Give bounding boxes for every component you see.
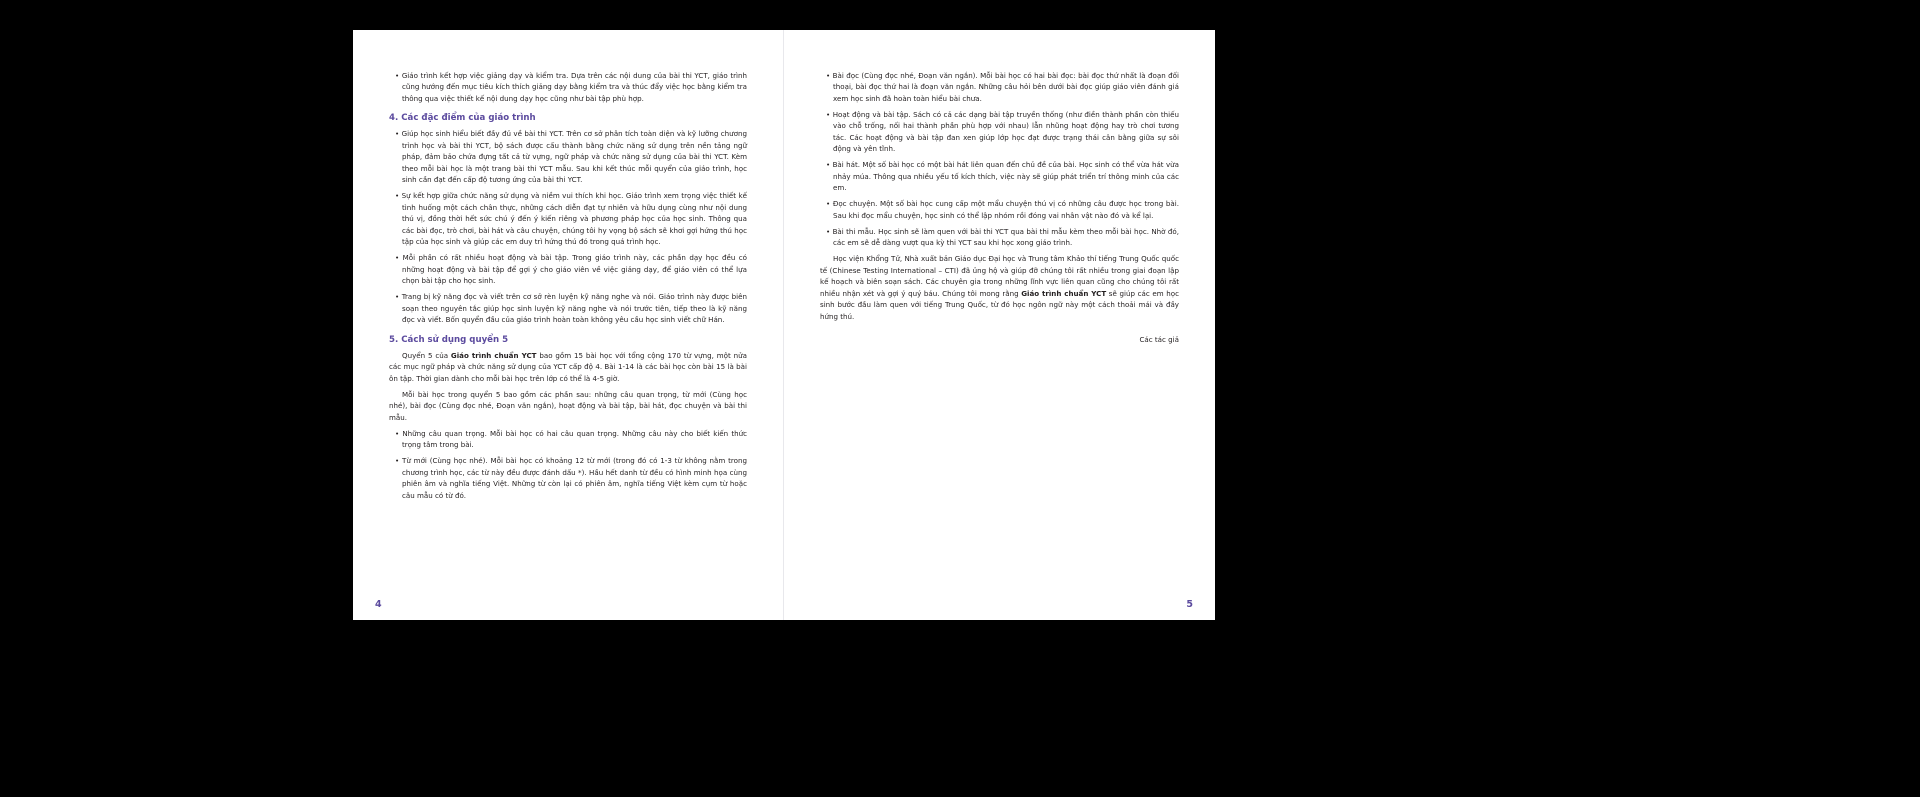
bullet-paragraph: • Những câu quan trọng. Mỗi bài học có hai câu quan trọng. Những câu này cho biết kiến thức trọng tâm trong bài.: [389, 428, 747, 451]
paragraph: [820, 253, 1179, 322]
emphasis-text: Giáo trình chuẩn YCT: [1021, 288, 1107, 298]
paragraph-text: Học viện Khổng Tử, Nhà xuất bản Giáo dục Đại học và Trung tâm Khảo thí tiếng Trung Quốc quốc tế (Chinese Testing International – CTI) đã ủng hộ và giúp đỡ chúng tôi rất nhiều trong giai đoạn lập kế hoạch và biên soạn sách. Các chuyên gia trong những lĩnh vực liên quan cũng cho chúng tôi rất nhiều nhận xét và gợi ý quý báu. Chúng tôi mong rằng: [820, 254, 1179, 298]
bullet-paragraph: • Đọc chuyện. Một số bài học cung cấp một mẩu chuyện thú vị có những câu được học trong bài. Sau khi đọc mẩu chuyện, học sinh có thể lập nhóm rồi đóng vai nhân vật nào đó và kể lại.: [820, 198, 1179, 221]
bullet-paragraph: • Mỗi phần có rất nhiều hoạt động và bài tập. Trong giáo trình này, các phần dạy học đều có những hoạt động và bài tập để gợi ý cho giáo viên về việc giảng dạy, để giáo viên có thể lựa chọn bài tập cho học sinh.: [389, 252, 747, 286]
section-heading-text: Các đặc điểm của giáo trình: [398, 113, 536, 124]
page-number-left: 4: [375, 599, 382, 610]
right-page-content: [820, 70, 1179, 346]
page-left: [353, 30, 784, 620]
bullet-paragraph: • Sự kết hợp giữa chức năng sử dụng và niềm vui thích khi học. Giáo trình xem trọng việc thiết kế tình huống một cách chân thực, những cách diễn đạt tự nhiên và hữu dụng cùng như nội dung thú vị, đồng thời hết sức chú ý đến ý kiến riêng và phương pháp học của học sinh. Thông qua các bài đọc, trò chơi, bài hát và câu chuyện, chúng tôi hy vọng bộ sách sẽ khơi gợi hứng thú học tập của học sinh và giúp các em duy trì hứng thú đó trong quá trình học.: [389, 190, 747, 247]
bullet-paragraph: • Bài thi mẫu. Học sinh sẽ làm quen với bài thi YCT qua bài thi mẫu kèm theo mỗi bài học. Nhờ đó, các em sẽ dễ dàng vượt qua kỳ thi YCT sau khi học xong giáo trình.: [820, 226, 1179, 249]
emphasis-text: Giáo trình chuẩn YCT: [450, 350, 537, 360]
page-right: [784, 30, 1215, 620]
left-page-content: [389, 70, 747, 501]
paragraph: [389, 350, 747, 384]
bullet-paragraph: • Giúp học sinh hiểu biết đầy đủ về bài thi YCT. Trên cơ sở phân tích toàn diện và kỹ lưỡng chương trình học và bài thi YCT, bộ sách được cấu thành bằng chức năng sử dụng trên nền tảng ngữ pháp, đảm bảo chứa đựng tất cả từ vựng, ngữ pháp và chức năng sử dụng của bài thi YCT. Kèm theo mỗi bài học là một trang bài thi YCT mẫu. Sau khi kết thúc mỗi quyển của giáo trình, học sinh cần đạt đến cấp độ tương ứng của bài thi YCT.: [389, 128, 747, 185]
signature-line: Các tác giả: [1139, 335, 1179, 345]
paragraph-text: sẽ giúp các em học sinh bước đầu làm quen với tiếng Trung Quốc, từ đó học ngôn ngữ này một cách thoải mái và đầy hứng thú.: [820, 288, 1179, 321]
bullet-paragraph: • Trang bị kỹ năng đọc và viết trên cơ sở rèn luyện kỹ năng nghe và nói. Giáo trình này được biên soạn theo nguyên tắc giúp học sinh luyện kỹ năng nghe và nói trước tiên, tiếp theo là kỹ năng đọc và viết. Bốn quyển đầu của giáo trình hoàn toàn không yêu cầu học sinh viết chữ Hán.: [389, 291, 747, 325]
paragraph-text: Quyển 5 của: [402, 350, 451, 360]
section-number: 4.: [389, 113, 399, 124]
section-heading-text: Cách sử dụng quyển 5: [398, 334, 509, 345]
page-number-right: 5: [1186, 599, 1193, 610]
paragraph: Mỗi bài học trong quyển 5 bao gồm các phần sau: những câu quan trọng, từ mới (Cùng học nhé), bài đọc (Cùng đọc nhé, Đoạn văn ngắn), hoạt động và bài tập, bài hát, đọc chuyện và bài thi mẫu.: [389, 389, 747, 422]
page-spread: [353, 30, 1215, 620]
section-number: 5.: [389, 334, 399, 345]
section-heading: [389, 112, 747, 124]
bullet-paragraph: • Giáo trình kết hợp việc giảng dạy và kiểm tra. Dựa trên các nội dung của bài thi YCT, giáo trình cũng hướng đến mục tiêu kích thích giảng dạy bằng kiểm tra và thúc đẩy việc học bằng kiểm tra thông qua việc thiết kế nội dung dạy học cũng như bài tập phù hợp.: [389, 70, 747, 104]
bullet-paragraph: • Bài hát. Một số bài học có một bài hát liên quan đến chủ đề của bài. Học sinh có thể vừa hát vừa nhảy múa. Thông qua nhiều yếu tố kích thích, việc này sẽ giúp phát triển trí thông minh của các em.: [820, 159, 1179, 193]
bullet-paragraph: • Hoạt động và bài tập. Sách có cả các dạng bài tập truyền thống (như điền thành phần còn thiếu vào chỗ trống, nối hai thành phần phù hợp với nhau) lẫn nhũng hoạt động hay trò chơi tương tác. Các hoạt động và bài tập đan xen giúp lớp học đạt được trạng thái cân bằng giữa sự sôi động và yên tĩnh.: [820, 109, 1179, 155]
bullet-paragraph: • Bài đọc (Cùng đọc nhé, Đoạn văn ngắn). Mỗi bài học có hai bài đọc: bài đọc thứ nhất là đoạn đối thoại, bài đọc thứ hai là đoạn văn ngắn. Những câu hỏi bên dưới bài đọc giúp giáo viên đánh giá xem học sinh đã hoàn toàn hiểu bài chưa.: [820, 70, 1179, 104]
bullet-paragraph: • Từ mới (Cùng học nhé). Mỗi bài học có khoảng 12 từ mới (trong đó có 1-3 từ không nằm trong chương trình học, các từ này đều được đánh dấu *). Hầu hết danh từ đều có hình minh họa cùng phiên âm và nghĩa tiếng Việt. Những từ còn lại có phiên âm, nghĩa tiếng Việt kèm cụm từ hoặc câu mẫu có từ đó.: [389, 455, 747, 501]
paragraph-text: bao gồm 15 bài học với tổng cộng 170 từ vựng, một nửa các mục ngữ pháp và chức năng sử dụng của YCT cấp độ 4. Bài 1-14 là các bài học còn bài 15 là bài ôn tập. Thời gian dành cho mỗi bài học trên lớp có thể là 4-5 giờ.: [389, 350, 747, 383]
section-heading: [389, 334, 747, 346]
